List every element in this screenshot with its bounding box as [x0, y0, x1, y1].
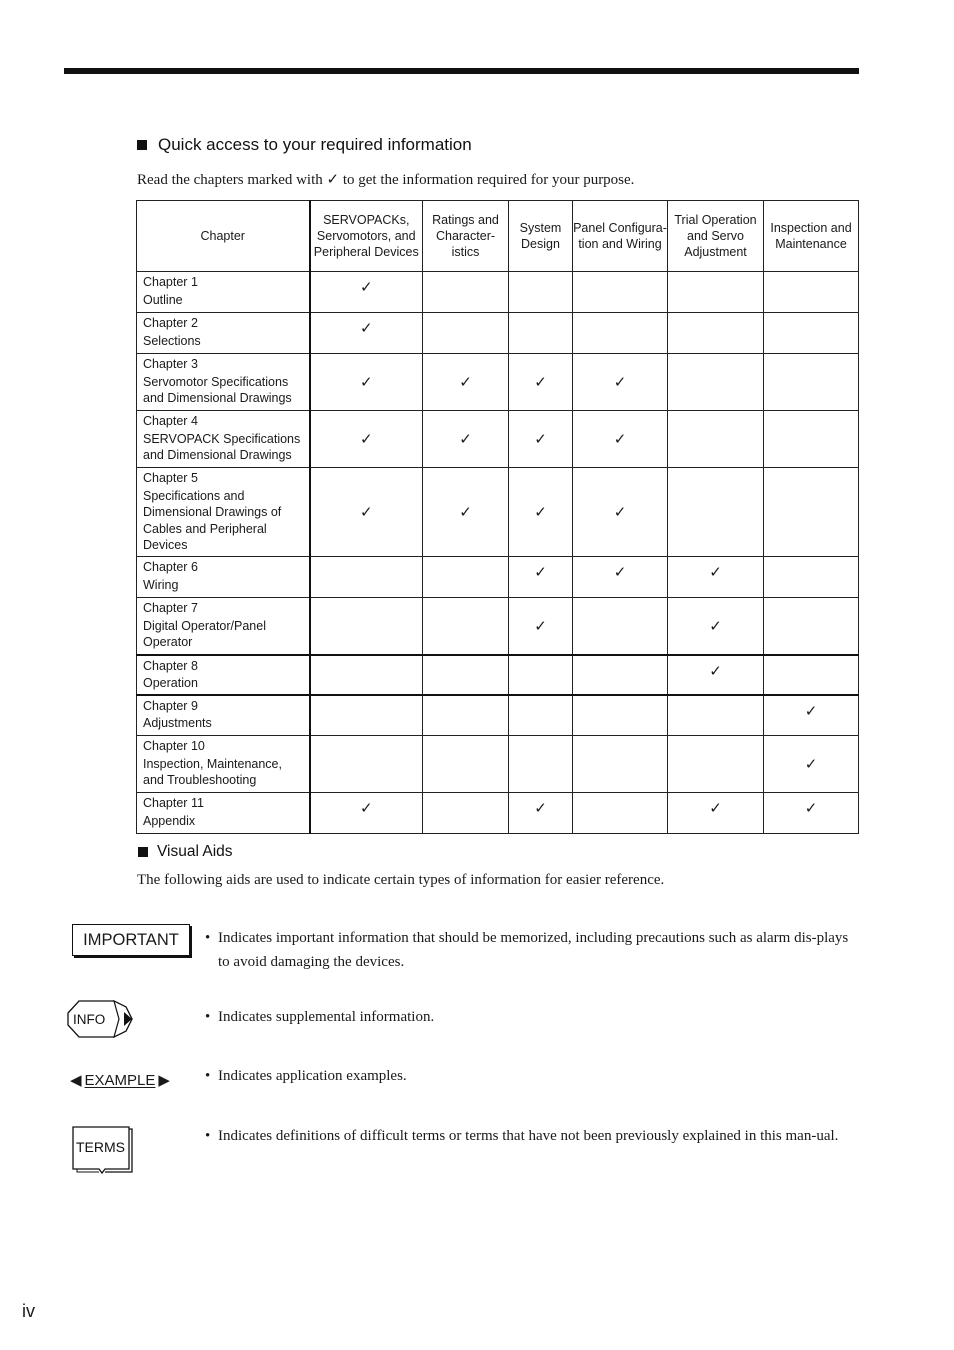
check-cell: ✓ [310, 411, 423, 468]
chapter-title: Specifications and Dimensional Drawings of Cables and Peripheral Devices [143, 488, 282, 552]
chapter-number: Chapter 4 [143, 414, 198, 428]
check-cell: ✓ [573, 468, 668, 557]
check-cell [573, 313, 668, 354]
check-cell: ✓ [310, 468, 423, 557]
check-cell [423, 736, 509, 793]
chapter-cell [137, 468, 310, 557]
info-pencil-icon [66, 999, 134, 1039]
chapter-cell [137, 793, 310, 834]
chapter-title: Outline [143, 292, 183, 307]
chapter-cell [137, 411, 310, 468]
check-cell: ✓ [310, 354, 423, 411]
table-row [137, 468, 859, 557]
intro-text-end: to get the information required for your purpose. [339, 172, 635, 188]
terms-text: Indicates definitions of difficult terms or terms that have not been previously explained in this man-ual. [218, 1128, 839, 1144]
bullet: • [205, 1128, 211, 1144]
column-header: Inspection and Maintenance [764, 201, 859, 272]
check-cell [423, 272, 509, 313]
check-cell: ✓ [573, 411, 668, 468]
check-cell: ✓ [310, 793, 423, 834]
check-cell [573, 598, 668, 655]
table-row [137, 655, 859, 695]
check-cell [509, 655, 573, 695]
check-cell: ✓ [573, 557, 668, 598]
chapter-number: Chapter 6 [143, 560, 198, 574]
check-cell: ✓ [509, 411, 573, 468]
chapter-cell [137, 557, 310, 598]
check-cell [509, 695, 573, 736]
check-cell [573, 793, 668, 834]
check-cell [573, 736, 668, 793]
chapter-number: Chapter 7 [143, 601, 198, 615]
check-cell [310, 598, 423, 655]
chapter-cell [137, 598, 310, 655]
right-triangle-icon: ▶ [158, 1072, 170, 1089]
example-label: EXAMPLE [84, 1071, 156, 1089]
left-triangle-icon: ◀ [70, 1072, 82, 1089]
column-header: Panel Configura-tion and Wiring [573, 201, 668, 272]
chapter-number: Chapter 9 [143, 698, 198, 713]
check-cell [423, 598, 509, 655]
check-cell [423, 655, 509, 695]
chapter-title: Operation [143, 676, 198, 690]
chapter-title: Servomotor Specifications and Dimensional Drawings [143, 374, 292, 405]
chapter-cell [137, 695, 310, 736]
chapter-title: Selections [143, 333, 201, 348]
column-header: Ratings and Character-istics [423, 201, 509, 272]
visual-aids-title: Visual Aids [157, 843, 233, 860]
important-label: IMPORTANT [83, 930, 179, 949]
terms-label: TERMS [76, 1139, 125, 1155]
table-row [137, 313, 859, 354]
check-cell [423, 557, 509, 598]
chapter-number: Chapter 8 [143, 658, 198, 673]
check-cell [310, 695, 423, 736]
table-row [137, 272, 859, 313]
check-cell [509, 313, 573, 354]
check-cell [668, 354, 764, 411]
visual-aids-heading [138, 843, 233, 861]
quick-access-title: Quick access to your required information [158, 135, 472, 154]
check-cell [668, 468, 764, 557]
table-header-row [137, 201, 859, 272]
check-cell: ✓ [423, 411, 509, 468]
check-cell: ✓ [310, 313, 423, 354]
table-row [137, 557, 859, 598]
table-row [137, 411, 859, 468]
check-cell: ✓ [509, 557, 573, 598]
page-number: iv [22, 1301, 35, 1321]
check-cell [668, 736, 764, 793]
chapter-title: Appendix [143, 813, 196, 828]
table-row [137, 695, 859, 736]
info-label: INFO [73, 1012, 106, 1027]
chapter-number: Chapter 2 [143, 316, 198, 330]
check-cell: ✓ [764, 736, 859, 793]
bullet: • [205, 1068, 211, 1084]
check-cell [764, 272, 859, 313]
chapter-title: Adjustments [143, 716, 212, 730]
check-cell [310, 557, 423, 598]
column-header: Trial Operation and Servo Adjustment [668, 201, 764, 272]
intro-paragraph [137, 170, 634, 189]
chapter-cell [137, 354, 310, 411]
chapter-number: Chapter 5 [143, 471, 198, 485]
chapter-title: Wiring [143, 577, 179, 592]
check-cell: ✓ [573, 354, 668, 411]
column-header: Chapter [137, 201, 310, 272]
check-cell [764, 557, 859, 598]
check-cell [310, 655, 423, 695]
check-cell [573, 655, 668, 695]
quick-access-heading [137, 135, 472, 155]
table-row [137, 793, 859, 834]
check-cell [310, 736, 423, 793]
check-cell [764, 313, 859, 354]
chapter-title: Inspection, Maintenance, and Troubleshooting [143, 756, 282, 787]
check-cell [764, 655, 859, 695]
important-text: Indicates important information that should be memorized, including precautions such as alarm dis-plays to avoid damaging the devices. [218, 930, 849, 970]
column-header: System Design [509, 201, 573, 272]
chapter-cell [137, 655, 310, 695]
important-description [205, 926, 860, 974]
chapter-number: Chapter 10 [143, 739, 205, 753]
check-cell [668, 272, 764, 313]
checkmark-icon: ✓ [326, 172, 340, 188]
table-row [137, 598, 859, 655]
chapter-cell [137, 313, 310, 354]
terms-description [205, 1124, 860, 1148]
table-row [137, 736, 859, 793]
check-cell [423, 695, 509, 736]
check-cell: ✓ [310, 272, 423, 313]
header-rule [64, 68, 859, 74]
bullet: • [205, 1009, 211, 1025]
check-cell [668, 313, 764, 354]
check-cell: ✓ [668, 557, 764, 598]
check-cell [509, 272, 573, 313]
info-text: Indicates supplemental information. [218, 1009, 435, 1025]
terms-book-icon [71, 1125, 135, 1175]
chapter-cell [137, 736, 310, 793]
chapter-number: Chapter 1 [143, 275, 198, 289]
square-bullet-icon [138, 847, 148, 857]
check-cell [764, 411, 859, 468]
column-header: SERVOPACKs, Servomotors, and Peripheral Devices [310, 201, 423, 272]
check-cell: ✓ [668, 793, 764, 834]
chapter-title: Digital Operator/Panel Operator [143, 618, 266, 649]
check-cell: ✓ [423, 354, 509, 411]
check-cell: ✓ [509, 468, 573, 557]
check-cell: ✓ [668, 655, 764, 695]
check-cell: ✓ [764, 793, 859, 834]
bullet: • [205, 930, 211, 946]
visual-aids-description: The following aids are used to indicate certain types of information for easier reference. [137, 872, 665, 888]
check-cell [509, 736, 573, 793]
check-cell [573, 695, 668, 736]
important-box-icon [72, 924, 190, 956]
check-cell: ✓ [509, 354, 573, 411]
square-bullet-icon [137, 140, 147, 150]
check-cell [668, 411, 764, 468]
info-description [205, 1005, 860, 1029]
example-text: Indicates application examples. [218, 1068, 407, 1084]
chapter-number: Chapter 3 [143, 357, 198, 371]
check-cell: ✓ [668, 598, 764, 655]
check-cell: ✓ [423, 468, 509, 557]
check-cell [423, 793, 509, 834]
check-cell [423, 313, 509, 354]
check-cell [573, 272, 668, 313]
check-cell [764, 468, 859, 557]
check-cell: ✓ [764, 695, 859, 736]
chapter-cell [137, 272, 310, 313]
chapter-title: SERVOPACK Specifications and Dimensional Drawings [143, 431, 301, 462]
intro-text-start: Read the chapters marked with [137, 172, 327, 188]
chapter-number: Chapter 11 [143, 796, 204, 810]
check-cell [764, 354, 859, 411]
check-cell [668, 695, 764, 736]
example-arrows-icon [70, 1071, 170, 1089]
table-row [137, 354, 859, 411]
check-cell [764, 598, 859, 655]
check-cell: ✓ [509, 793, 573, 834]
example-description [205, 1064, 860, 1088]
check-cell: ✓ [509, 598, 573, 655]
chapter-reference-table [136, 200, 859, 834]
